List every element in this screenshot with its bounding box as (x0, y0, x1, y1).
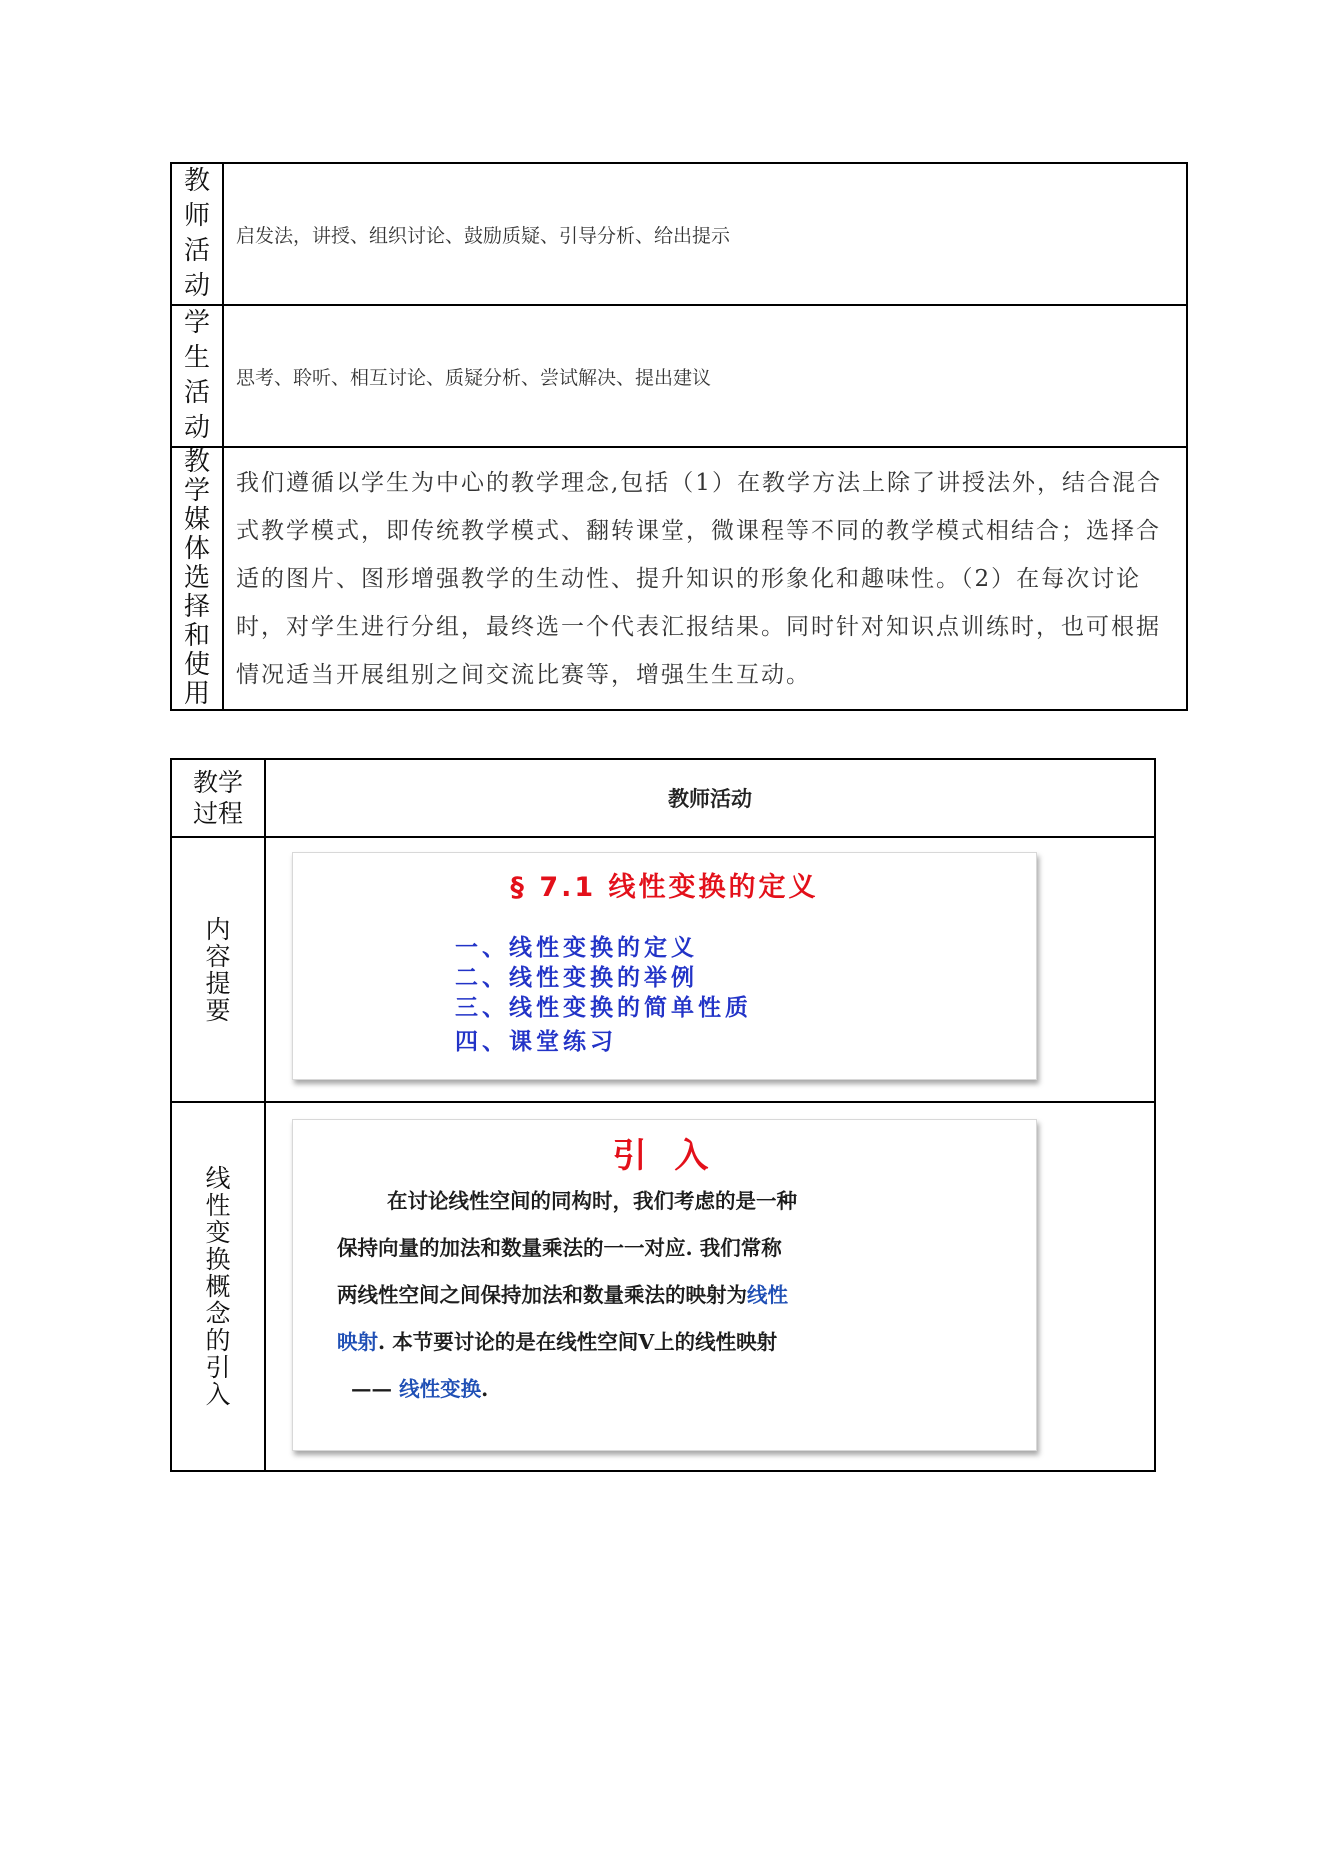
content-summary-row (171, 837, 1155, 1102)
term-highlight: 线性变换 (399, 1377, 482, 1401)
slide2-title: 引 入 (612, 1136, 717, 1176)
slide2-line: 在讨论线性空间的同构时，我们考虑的是一种 (387, 1189, 797, 1213)
info-table (170, 162, 1188, 711)
term-highlight: 映射 (337, 1330, 378, 1354)
content-summary-label (171, 837, 265, 1102)
slide1-title: § 7.1 线性变换的定义 (510, 872, 819, 903)
label-teacher-activity (171, 163, 223, 305)
term-highlight: 线性 (747, 1283, 788, 1307)
text-run: 两线性空间之间保持加法和数量乘法的映射为 (337, 1283, 747, 1307)
label-text: 学生活动 (184, 308, 211, 443)
row-teacher-activity (171, 163, 1187, 305)
process-header-row (171, 759, 1155, 837)
slide2-line: 保持向量的加法和数量乘法的一一对应. 我们常称 (337, 1236, 782, 1260)
slide-introduction (292, 1119, 1037, 1451)
label-text: 教学过程 (193, 768, 244, 828)
label-text: 教师活动 (184, 166, 211, 301)
label-media (171, 447, 223, 710)
slide2-line (337, 1272, 993, 1319)
value-media: 我们遵循以学生为中心的教学理念,包括（1）在教学方法上除了讲授法外，结合混合式教学模式，即传统教学模式、翻转课堂，微课程等不同的教学模式相结合；选择合适的图片、图形增强教学的生动性、提升知识的形象化和趣味性。（2）在每次讨论时，对学生进行分组，最终选一个代表汇报结果。同时针对知识点训练时，也可根据情况适当开展组别之间交流比赛等，增强生生互动。 (223, 447, 1187, 710)
process-header-label (171, 759, 265, 837)
slide1-cell (265, 837, 1155, 1102)
list-item: 三、线性变换的简单性质 (455, 995, 752, 1021)
concept-intro-label (171, 1102, 265, 1471)
slide2-line (337, 1319, 993, 1366)
slide2-line (337, 1366, 993, 1413)
list-item: 二、线性变换的举例 (455, 965, 698, 991)
concept-intro-row (171, 1102, 1155, 1471)
slide2-cell (265, 1102, 1155, 1471)
list-item: 一、线性变换的定义 (455, 935, 698, 961)
text-run: . (481, 1377, 489, 1401)
text-run: —— (351, 1377, 400, 1401)
slide-outline (292, 852, 1037, 1080)
text-run: . 本节要讨论的是在线性空间V上的线性映射 (378, 1330, 778, 1354)
process-header-title: 教师活动 (265, 759, 1155, 837)
label-text: 内容提要 (205, 914, 231, 1025)
slide2-body (337, 1178, 993, 1413)
label-text: 教学媒体选择和使用 (184, 447, 211, 709)
list-item: 四、课堂练习 (455, 1029, 617, 1055)
label-text: 线性变换概念的引入 (205, 1164, 231, 1409)
row-media (171, 447, 1187, 710)
process-table (170, 758, 1156, 1472)
row-student-activity (171, 305, 1187, 447)
value-student-activity: 思考、聆听、相互讨论、质疑分析、尝试解决、提出建议 (223, 305, 1187, 447)
label-student-activity (171, 305, 223, 447)
value-teacher-activity: 启发法，讲授、组织讨论、鼓励质疑、引导分析、给出提示 (223, 163, 1187, 305)
slide1-outline-list (455, 933, 752, 1057)
